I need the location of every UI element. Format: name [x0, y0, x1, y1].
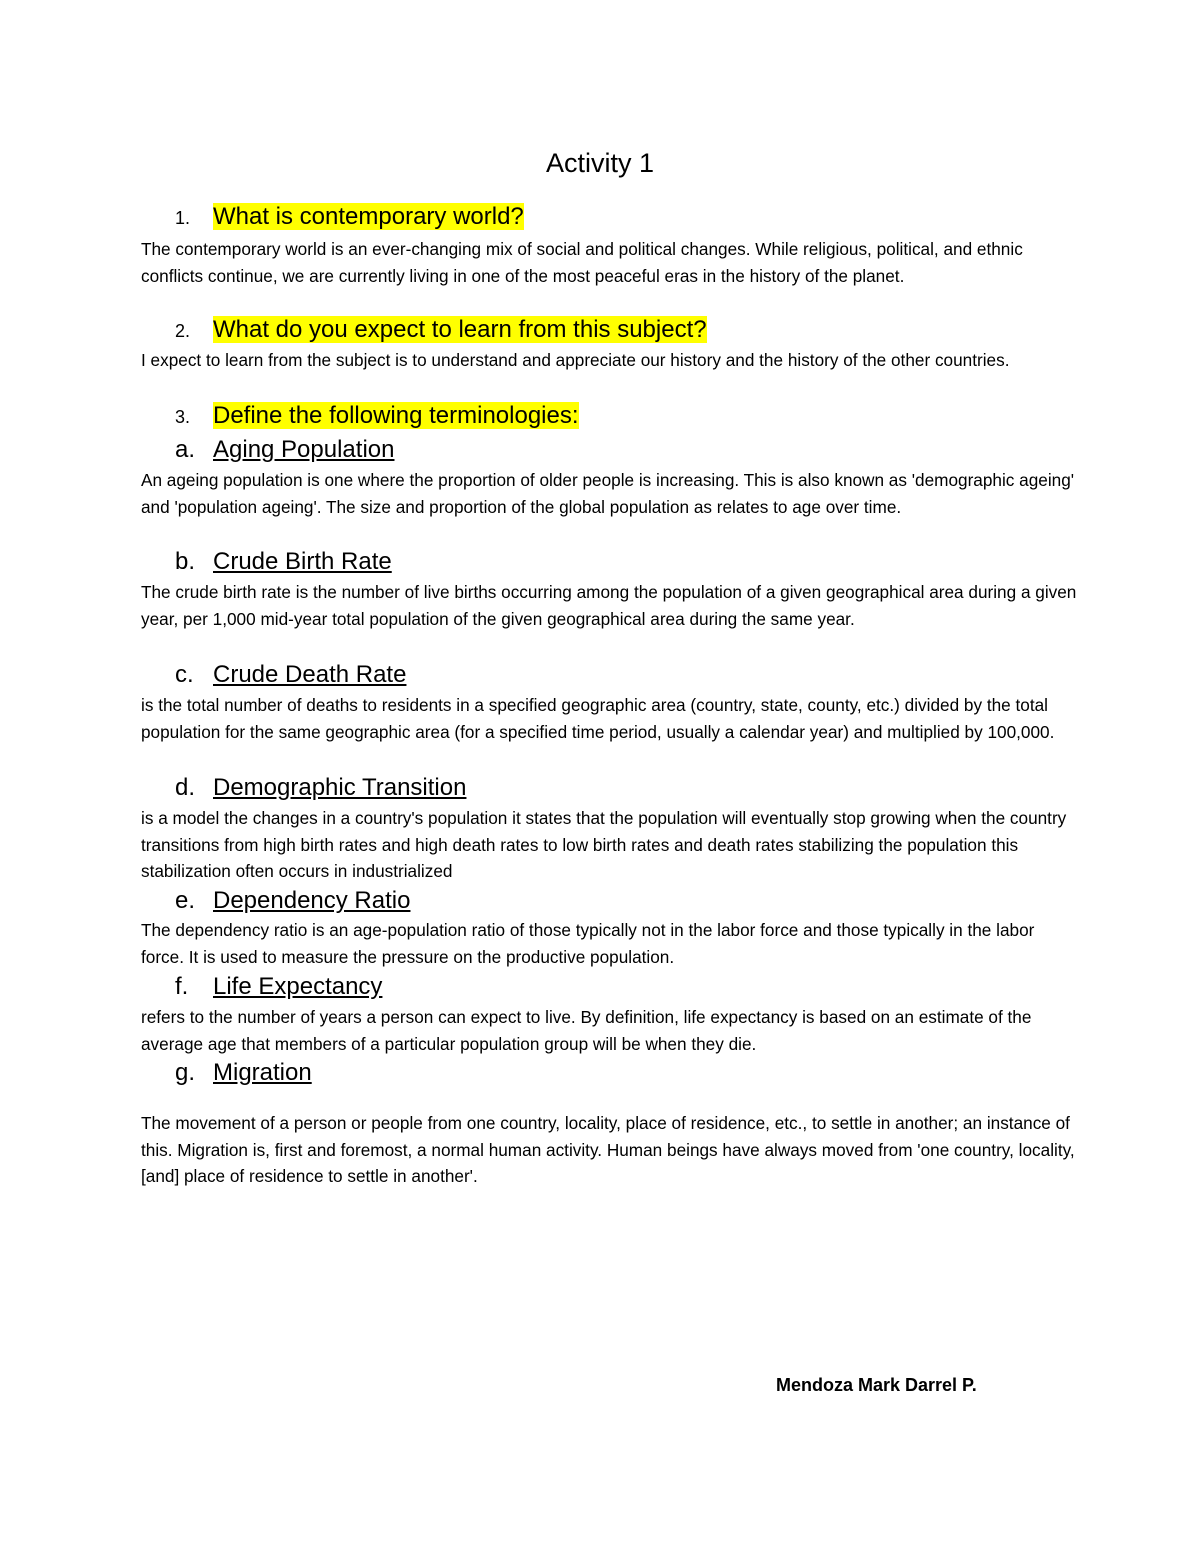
author-signature: Mendoza Mark Darrel P. [776, 1375, 977, 1395]
question-text: Define the following terminologies: [213, 402, 579, 429]
document-title: Activity 1 [545, 148, 655, 178]
question-text: What do you expect to learn from this subject? [213, 316, 707, 343]
term-letter: f. [175, 973, 189, 1000]
answer-2: I expect to learn from the subject is to understand and appreciate our history and the history of the other countries. [141, 350, 1010, 370]
term-demographic-transition [175, 772, 466, 804]
definition-demographic-transition: is a model the changes in a country's population it states that the population will eventually stop growing when the country transitions from high birth rates and high death rates to low birth rates and death rates stabilizing the population this stabilization often occurs in industrialized [141, 808, 1067, 881]
term-name: Dependency Ratio [213, 887, 411, 914]
question-text: What is contemporary world? [213, 203, 524, 230]
term-crude-birth-rate [175, 546, 392, 578]
question-number: 2. [175, 321, 191, 341]
term-letter: d. [175, 774, 196, 801]
question-number: 1. [175, 208, 191, 228]
term-name: Migration [213, 1059, 312, 1086]
term-name: Demographic Transition [213, 774, 467, 801]
term-name: Life Expectancy [213, 973, 383, 1000]
question-2 [175, 314, 707, 347]
term-name: Aging Population [213, 436, 395, 463]
definition-aging-population: An ageing population is one where the proportion of older people is increasing. This is also known as 'demographic ageing' and 'population ageing'. The size and proportion of the global population as relates to age over time. [141, 470, 1075, 517]
term-letter: c. [175, 661, 194, 688]
question-number: 3. [175, 407, 191, 427]
answer-1: The contemporary world is an ever-changing mix of social and political changes. While religious, political, and ethnic conflicts continue, we are currently living in one of the most peaceful eras in the history of the planet. [141, 239, 1023, 286]
term-name: Crude Death Rate [213, 661, 407, 688]
term-migration [175, 1057, 312, 1089]
term-life-expectancy [175, 971, 382, 1003]
term-letter: b. [175, 548, 196, 575]
definition-crude-birth-rate: The crude birth rate is the number of live births occurring among the population of a given geographical area during a given year, per 1,000 mid-year total population of the given geographical area during the same year. [141, 582, 1077, 629]
term-letter: a. [175, 436, 196, 463]
term-letter: e. [175, 887, 196, 914]
question-1 [175, 201, 524, 234]
term-aging-population [175, 434, 394, 466]
definition-crude-death-rate: is the total number of deaths to residents in a specified geographic area (country, state, county, etc.) divided by the total population for the same geographic area (for a specified time period, usually a calendar year) and multiplied by 100,000. [141, 695, 1055, 742]
term-crude-death-rate [175, 659, 406, 691]
term-name: Crude Birth Rate [213, 548, 392, 575]
definition-migration: The movement of a person or people from one country, locality, place of residence, etc., to settle in another; an instance of this. Migration is, first and foremost, a normal human activity. Human beings have always moved from 'one country, locality, [and] place of residence to settle in another'. [141, 1113, 1075, 1186]
term-letter: g. [175, 1059, 196, 1086]
term-dependency-ratio [175, 885, 410, 917]
definition-dependency-ratio: The dependency ratio is an age-population ratio of those typically not in the labor force and those typically in the labor force. It is used to measure the pressure on the productive population. [141, 920, 1035, 967]
definition-life-expectancy: refers to the number of years a person can expect to live. By definition, life expectancy is based on an estimate of the average age that members of a particular population group will be when they die. [141, 1007, 1032, 1054]
question-3 [175, 400, 579, 433]
